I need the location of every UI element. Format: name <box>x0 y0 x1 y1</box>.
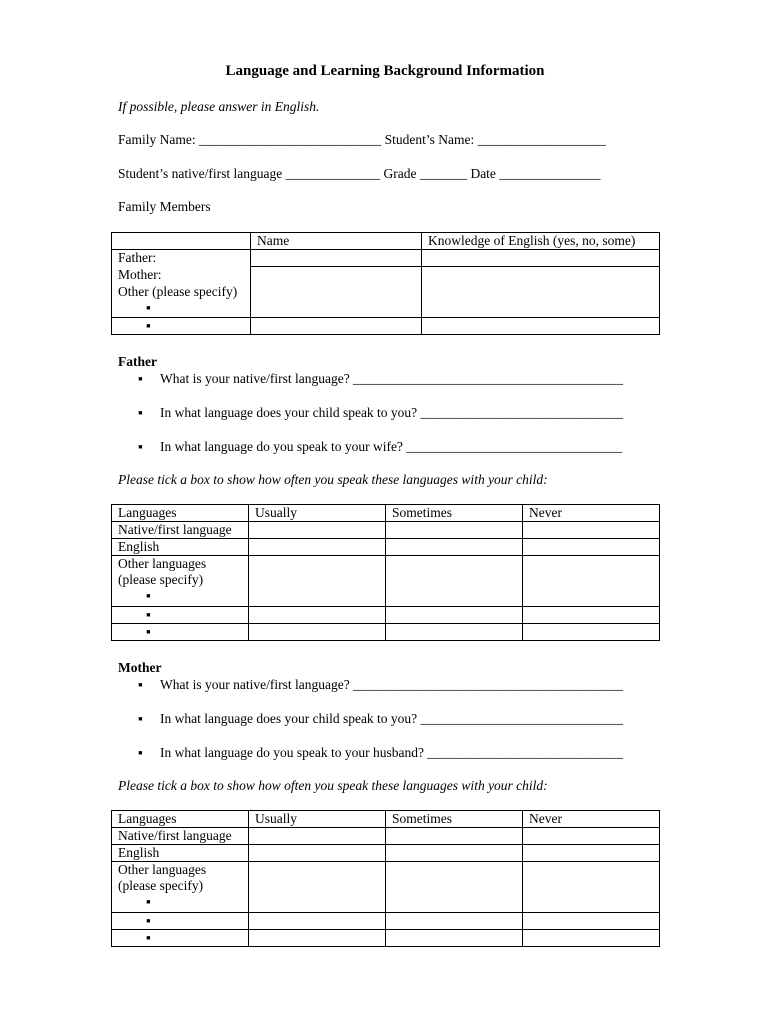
tick-cell[interactable] <box>523 522 660 539</box>
tick-cell[interactable] <box>249 556 386 607</box>
instruction: If possible, please answer in English. <box>118 99 320 114</box>
bullet-icon: ▪ <box>146 318 151 333</box>
tick-instruction-mother: Please tick a box to show how often you speak these languages with your child: <box>118 778 548 793</box>
tick-cell[interactable] <box>386 539 523 556</box>
tick-cell[interactable] <box>249 845 386 862</box>
table-header-english-knowledge: Knowledge of English (yes, no, some) <box>422 233 660 250</box>
bullet-icon: ▪ <box>138 439 143 454</box>
row-native-language: Native/first language <box>112 828 249 845</box>
mother-english-cell[interactable] <box>422 267 660 284</box>
header-usually: Usually <box>249 505 386 522</box>
mother-q1[interactable]: ▪ What is your native/first language? ________________________________________ <box>138 677 624 692</box>
tick-cell[interactable] <box>523 913 660 930</box>
header-never: Never <box>523 811 660 828</box>
other-label: Other (please specify) <box>118 283 238 299</box>
bullet-icon: ▪ <box>138 711 143 726</box>
family-members-table <box>111 232 660 335</box>
header-never: Never <box>523 505 660 522</box>
row-other-languages: Other languages (please specify) ▪ <box>112 556 249 607</box>
father-q3[interactable]: ▪ In what language do you speak to your wife? ________________________________ <box>138 439 623 454</box>
mother-frequency-table <box>111 810 660 947</box>
row-bullet <box>112 607 249 624</box>
table-header-empty <box>112 233 251 250</box>
page-title: Language and Learning Background Information <box>225 63 545 79</box>
tick-cell[interactable] <box>523 607 660 624</box>
other-name-cell[interactable] <box>251 284 422 318</box>
header-languages: Languages <box>112 811 249 828</box>
tick-cell[interactable] <box>386 522 523 539</box>
tick-cell[interactable] <box>249 913 386 930</box>
row-native-language: Native/first language <box>112 522 249 539</box>
tick-cell[interactable] <box>386 930 523 947</box>
tick-cell[interactable] <box>249 930 386 947</box>
bullet-icon: ▪ <box>146 607 151 622</box>
table-header-name: Name <box>251 233 422 250</box>
tick-cell[interactable] <box>523 539 660 556</box>
father-q2[interactable]: ▪ In what language does your child speak to you? ______________________________ <box>138 405 624 420</box>
tick-cell[interactable] <box>386 556 523 607</box>
header-usually: Usually <box>249 811 386 828</box>
mother-name-cell[interactable] <box>251 267 422 284</box>
tick-instruction-father: Please tick a box to show how often you speak these languages with your child: <box>118 472 548 487</box>
header-sometimes: Sometimes <box>386 811 523 828</box>
header-sometimes: Sometimes <box>386 505 523 522</box>
row-label-mother: Mother: <box>112 267 251 284</box>
language-grade-date-line[interactable]: Student’s native/first language ______________ Grade _______ Date _______________ <box>118 166 601 181</box>
other2-name-cell[interactable] <box>251 318 422 335</box>
father-english-cell[interactable] <box>422 250 660 267</box>
bullet-icon: ▪ <box>146 588 151 603</box>
tick-cell[interactable] <box>386 913 523 930</box>
other2-english-cell[interactable] <box>422 318 660 335</box>
mother-q2[interactable]: ▪ In what language does your child speak to you? ______________________________ <box>138 711 624 726</box>
row-english: English <box>112 539 249 556</box>
row-bullet <box>112 913 249 930</box>
bullet-icon: ▪ <box>138 677 143 692</box>
bullet-icon: ▪ <box>138 405 143 420</box>
row-label-father: Father: <box>112 250 251 267</box>
tick-cell[interactable] <box>386 828 523 845</box>
tick-cell[interactable] <box>523 845 660 862</box>
father-name-cell[interactable] <box>251 250 422 267</box>
tick-cell[interactable] <box>523 556 660 607</box>
header-languages: Languages <box>112 505 249 522</box>
tick-cell[interactable] <box>249 522 386 539</box>
family-student-name-line[interactable]: Family Name: ___________________________ Student’s Name: ___________________ <box>118 132 606 147</box>
row-english: English <box>112 845 249 862</box>
bullet-icon: ▪ <box>146 913 151 928</box>
tick-cell[interactable] <box>249 607 386 624</box>
mother-heading: Mother <box>118 660 162 675</box>
row-label-other <box>112 284 251 318</box>
tick-cell[interactable] <box>523 862 660 913</box>
family-members-label: Family Members <box>118 199 211 214</box>
tick-cell[interactable] <box>523 624 660 641</box>
tick-cell[interactable] <box>249 828 386 845</box>
bullet-icon: ▪ <box>146 894 151 909</box>
row-label-bullet <box>112 318 251 335</box>
father-frequency-table <box>111 504 660 641</box>
tick-cell[interactable] <box>386 862 523 913</box>
tick-cell[interactable] <box>523 828 660 845</box>
tick-cell[interactable] <box>523 930 660 947</box>
tick-cell[interactable] <box>386 845 523 862</box>
bullet-icon: ▪ <box>138 745 143 760</box>
other-english-cell[interactable] <box>422 284 660 318</box>
row-other-languages: Other languages (please specify) ▪ <box>112 862 249 913</box>
tick-cell[interactable] <box>386 607 523 624</box>
row-bullet <box>112 624 249 641</box>
mother-q3[interactable]: ▪ In what language do you speak to your husband? _____________________________ <box>138 745 624 760</box>
father-q1[interactable]: ▪ What is your native/first language? ________________________________________ <box>138 371 624 386</box>
row-bullet <box>112 930 249 947</box>
bullet-icon: ▪ <box>146 624 151 639</box>
bullet-icon: ▪ <box>146 930 151 945</box>
tick-cell[interactable] <box>249 539 386 556</box>
tick-cell[interactable] <box>249 624 386 641</box>
tick-cell[interactable] <box>249 862 386 913</box>
bullet-icon: ▪ <box>138 371 143 386</box>
father-heading: Father <box>118 354 157 369</box>
tick-cell[interactable] <box>386 624 523 641</box>
bullet-icon: ▪ <box>146 299 151 315</box>
